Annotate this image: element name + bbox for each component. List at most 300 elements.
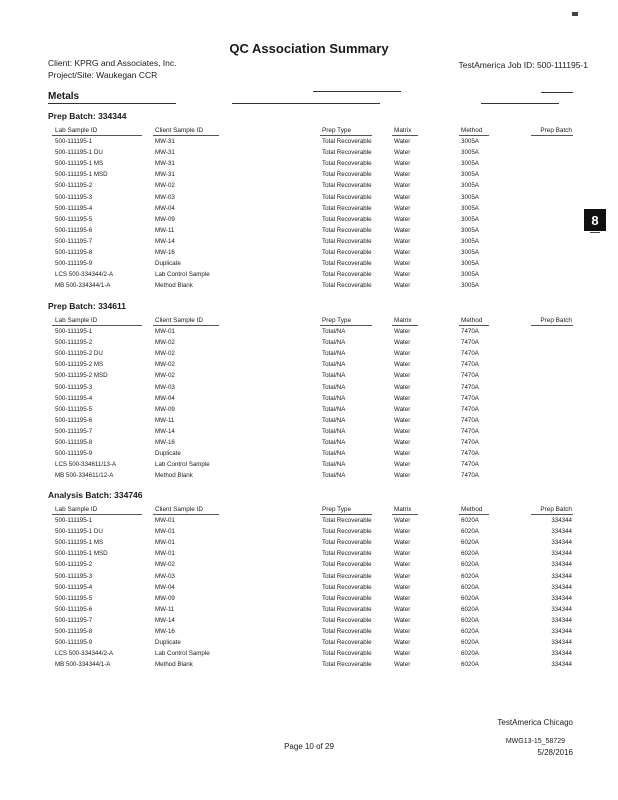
client-sample-id: Method Blank — [155, 472, 193, 480]
matrix: Water — [394, 594, 411, 602]
client-sample-id: MW-04 — [155, 583, 175, 591]
client-sample-id: Duplicate — [155, 639, 181, 647]
prep-type: Total Recoverable — [322, 650, 372, 658]
prep-batch: 334344 — [551, 550, 572, 558]
lab-sample-id: 500-111195-2 — [55, 561, 93, 569]
lab-sample-id: 500-111195-8 — [55, 249, 93, 256]
lab-sample-id: 500-111195-1 MSD — [55, 550, 108, 558]
matrix: Water — [394, 149, 411, 157]
matrix: Water — [394, 350, 411, 358]
lab-sample-id: MB 500-334344/1-A — [55, 282, 111, 290]
prep-type: Total/NA — [322, 394, 346, 402]
section-title: Metals — [48, 91, 80, 102]
column-header-prep-type: Prep Type — [322, 506, 352, 513]
client-sample-id: Lab Control Sample — [155, 650, 210, 658]
column-header-prep-type: Prep Type — [322, 127, 352, 134]
method: 7470A — [461, 405, 479, 413]
prep-type: Total Recoverable — [322, 616, 372, 624]
matrix: Water — [394, 405, 411, 413]
table-row — [0, 361, 618, 372]
matrix: Water — [394, 226, 411, 234]
prep-type: Total/NA — [322, 461, 346, 469]
client-name: Client: KPRG and Associates, Inc. — [48, 58, 177, 68]
lab-sample-id: 500-111195-4 — [55, 394, 93, 402]
footer-ref: MWG13-15_58729 — [505, 738, 565, 745]
method: 6020A — [461, 561, 479, 569]
lab-sample-id: 500-111195-6 — [55, 605, 93, 613]
method: 3005A — [461, 215, 479, 223]
corner-mark — [572, 12, 578, 16]
column-header-prep-type: Prep Type — [322, 317, 352, 324]
lab-sample-id: 500-111195-1 — [55, 517, 93, 524]
header-underline — [392, 325, 418, 326]
prep-type: Total Recoverable — [322, 517, 372, 524]
client-sample-id: MW-11 — [155, 605, 175, 613]
method: 3005A — [461, 237, 479, 245]
section-rule — [232, 103, 380, 104]
method: 3005A — [461, 260, 479, 268]
client-sample-id: MW-04 — [155, 394, 175, 402]
prep-type: Total Recoverable — [322, 572, 372, 580]
table-row — [0, 249, 618, 260]
column-header-matrix: Matrix — [394, 506, 412, 513]
method: 3005A — [461, 226, 479, 234]
client-sample-id: MW-02 — [155, 339, 175, 347]
column-header-method: Method — [461, 127, 483, 134]
table-row — [0, 628, 618, 639]
prep-batch: 334344 — [551, 616, 572, 624]
column-header-lab-sample-id: Lab Sample ID — [55, 127, 98, 134]
client-sample-id: MW-16 — [155, 628, 175, 635]
column-header-lab-sample-id: Lab Sample ID — [55, 317, 98, 324]
prep-type: Total/NA — [322, 361, 346, 369]
prep-type: Total Recoverable — [322, 539, 372, 547]
column-header-lab-sample-id: Lab Sample ID — [55, 506, 98, 513]
lab-sample-id: LCS 500-334611/13-A — [55, 461, 117, 469]
header-underline — [459, 325, 489, 326]
table-row — [0, 328, 618, 339]
prep-batch: 334344 — [551, 572, 572, 580]
client-sample-id: MW-01 — [155, 517, 175, 524]
table-row — [0, 461, 618, 472]
header-underline — [392, 514, 418, 515]
matrix: Water — [394, 427, 411, 435]
matrix: Water — [394, 339, 411, 347]
table-row — [0, 384, 618, 395]
lab-sample-id: 500-111195-5 — [55, 405, 93, 413]
lab-sample-id: 500-111195-1 — [55, 328, 93, 335]
prep-type: Total Recoverable — [322, 628, 372, 635]
client-sample-id: MW-01 — [155, 528, 175, 536]
table-row — [0, 584, 618, 595]
prep-type: Total Recoverable — [322, 260, 372, 268]
column-header-prep-batch: Prep Batch — [540, 317, 572, 324]
prep-batch: 334344 — [551, 517, 572, 524]
matrix: Water — [394, 138, 411, 145]
table-row — [0, 160, 618, 171]
prep-type: Total Recoverable — [322, 215, 372, 223]
matrix: Water — [394, 361, 411, 369]
prep-batch: 334344 — [551, 661, 572, 669]
matrix: Water — [394, 517, 411, 524]
table-row — [0, 417, 618, 428]
header-underline — [531, 514, 573, 515]
table-row — [0, 227, 618, 238]
column-header-client-sample-id: Client Sample ID — [155, 317, 203, 324]
prep-type: Total Recoverable — [322, 226, 372, 234]
section-rule — [541, 92, 573, 93]
job-id: TestAmerica Job ID: 500-111195-1 — [458, 60, 588, 70]
method: 6020A — [461, 661, 479, 669]
method: 7470A — [461, 339, 479, 347]
client-sample-id: Duplicate — [155, 260, 181, 268]
table-row — [0, 561, 618, 572]
prep-type: Total Recoverable — [322, 605, 372, 613]
client-sample-id: MW-02 — [155, 350, 175, 358]
method: 3005A — [461, 160, 479, 168]
column-header-row — [0, 317, 618, 328]
method: 7470A — [461, 461, 479, 469]
method: 6020A — [461, 583, 479, 591]
batch-title: Prep Batch: 334344 — [48, 111, 127, 121]
method: 7470A — [461, 383, 479, 391]
header-underline — [52, 325, 142, 326]
client-sample-id: MW-16 — [155, 439, 175, 446]
table-row — [0, 650, 618, 661]
header-underline — [392, 135, 418, 136]
table-row — [0, 194, 618, 205]
method: 7470A — [461, 372, 479, 380]
prep-type: Total/NA — [322, 472, 346, 480]
client-sample-id: MW-14 — [155, 427, 175, 435]
method: 6020A — [461, 572, 479, 580]
matrix: Water — [394, 572, 411, 580]
section-rule — [313, 91, 401, 92]
prep-batch: 334344 — [551, 528, 572, 536]
prep-type: Total/NA — [322, 416, 346, 424]
header-underline — [320, 325, 372, 326]
page-title: QC Association Summary — [229, 41, 389, 56]
table-row — [0, 138, 618, 149]
table-row — [0, 439, 618, 450]
prep-type: Total Recoverable — [322, 171, 372, 179]
prep-batch: 334344 — [551, 605, 572, 613]
lab-sample-id: 500-111195-2 — [55, 182, 93, 190]
lab-sample-id: 500-111195-7 — [55, 237, 93, 245]
matrix: Water — [394, 639, 411, 647]
matrix: Water — [394, 394, 411, 402]
matrix: Water — [394, 160, 411, 168]
table-row — [0, 216, 618, 227]
matrix: Water — [394, 616, 411, 624]
prep-type: Total/NA — [322, 339, 346, 347]
method: 3005A — [461, 271, 479, 279]
client-sample-id: MW-09 — [155, 215, 175, 223]
lab-sample-id: 500-111195-6 — [55, 226, 93, 234]
method: 3005A — [461, 204, 479, 212]
matrix: Water — [394, 204, 411, 212]
table-row — [0, 639, 618, 650]
lab-sample-id: 500-111195-5 — [55, 594, 93, 602]
lab-sample-id: 500-111195-8 — [55, 628, 93, 635]
matrix: Water — [394, 605, 411, 613]
matrix: Water — [394, 182, 411, 190]
client-sample-id: Method Blank — [155, 282, 193, 290]
method: 6020A — [461, 594, 479, 602]
method: 6020A — [461, 539, 479, 547]
page-number: Page 10 of 29 — [284, 742, 334, 751]
prep-type: Total Recoverable — [322, 237, 372, 245]
method: 6020A — [461, 550, 479, 558]
table-row — [0, 428, 618, 439]
table-row — [0, 528, 618, 539]
matrix: Water — [394, 416, 411, 424]
table-row — [0, 595, 618, 606]
table-row — [0, 395, 618, 406]
lab-sample-id: 500-111195-9 — [55, 639, 93, 647]
batch-title: Analysis Batch: 334746 — [48, 490, 143, 500]
lab-sample-id: MB 500-334611/12-A — [55, 472, 114, 480]
client-sample-id: MW-02 — [155, 361, 175, 369]
prep-type: Total/NA — [322, 350, 346, 358]
margin-mark — [590, 232, 600, 233]
prep-type: Total Recoverable — [322, 583, 372, 591]
column-header-client-sample-id: Client Sample ID — [155, 506, 203, 513]
table-row — [0, 617, 618, 628]
matrix: Water — [394, 260, 411, 268]
lab-sample-id: 500-111195-6 — [55, 416, 93, 424]
lab-sample-id: MB 500-334344/1-A — [55, 661, 111, 669]
section-rule — [48, 103, 176, 104]
client-sample-id: MW-02 — [155, 372, 175, 380]
method: 6020A — [461, 650, 479, 658]
lab-sample-id: 500-111195-1 MS — [55, 160, 104, 168]
client-sample-id: Lab Control Sample — [155, 461, 210, 469]
footer-company: TestAmerica Chicago — [497, 718, 573, 727]
client-sample-id: Method Blank — [155, 661, 193, 669]
header-underline — [153, 514, 219, 515]
client-sample-id: MW-01 — [155, 539, 175, 547]
client-sample-id: MW-03 — [155, 572, 175, 580]
table-row — [0, 661, 618, 672]
method: 6020A — [461, 528, 479, 536]
column-header-prep-batch: Prep Batch — [540, 127, 572, 134]
method: 7470A — [461, 328, 479, 335]
table-row — [0, 282, 618, 293]
prep-batch: 334344 — [551, 561, 572, 569]
client-sample-id: MW-14 — [155, 616, 175, 624]
client-sample-id: MW-14 — [155, 237, 175, 245]
matrix: Water — [394, 561, 411, 569]
matrix: Water — [394, 171, 411, 179]
client-sample-id: Duplicate — [155, 450, 181, 458]
matrix: Water — [394, 450, 411, 458]
method: 3005A — [461, 249, 479, 256]
matrix: Water — [394, 193, 411, 201]
lab-sample-id: 500-111195-1 DU — [55, 528, 103, 536]
client-sample-id: MW-09 — [155, 405, 175, 413]
lab-sample-id: 500-111195-3 — [55, 383, 93, 391]
lab-sample-id: 500-111195-7 — [55, 427, 93, 435]
client-sample-id: Lab Control Sample — [155, 271, 210, 279]
header-underline — [52, 135, 142, 136]
prep-batch: 334344 — [551, 639, 572, 647]
matrix: Water — [394, 583, 411, 591]
prep-type: Total Recoverable — [322, 528, 372, 536]
lab-sample-id: 500-111195-1 MSD — [55, 171, 108, 179]
prep-type: Total Recoverable — [322, 550, 372, 558]
lab-sample-id: 500-111195-4 — [55, 583, 93, 591]
matrix: Water — [394, 461, 411, 469]
table-row — [0, 149, 618, 160]
prep-type: Total Recoverable — [322, 138, 372, 145]
lab-sample-id: 500-111195-2 MSD — [55, 372, 108, 380]
prep-type: Total Recoverable — [322, 249, 372, 256]
prep-batch: 334344 — [551, 628, 572, 635]
client-sample-id: MW-31 — [155, 160, 175, 168]
prep-type: Total/NA — [322, 439, 346, 446]
project-site: Project/Site: Waukegan CCR — [48, 70, 158, 80]
matrix: Water — [394, 249, 411, 256]
method: 7470A — [461, 439, 479, 446]
prep-batch: 334344 — [551, 583, 572, 591]
prep-type: Total Recoverable — [322, 639, 372, 647]
table-row — [0, 372, 618, 383]
lab-sample-id: 500-111195-2 DU — [55, 350, 103, 358]
lab-sample-id: 500-111195-2 MS — [55, 361, 104, 369]
footer-date: 5/28/2016 — [537, 748, 573, 757]
table-row — [0, 472, 618, 483]
table-row — [0, 339, 618, 350]
matrix: Water — [394, 550, 411, 558]
table-row — [0, 406, 618, 417]
table-row — [0, 450, 618, 461]
header-underline — [52, 514, 142, 515]
section-rule — [481, 103, 559, 104]
batch-title: Prep Batch: 334611 — [48, 301, 126, 311]
matrix: Water — [394, 383, 411, 391]
client-sample-id: MW-11 — [155, 416, 175, 424]
prep-type: Total Recoverable — [322, 594, 372, 602]
prep-batch: 334344 — [551, 594, 572, 602]
method: 3005A — [461, 149, 479, 157]
prep-type: Total/NA — [322, 450, 346, 458]
column-header-row — [0, 506, 618, 517]
method: 6020A — [461, 605, 479, 613]
prep-type: Total Recoverable — [322, 271, 372, 279]
lab-sample-id: 500-111195-2 — [55, 339, 93, 347]
method: 7470A — [461, 427, 479, 435]
table-row — [0, 539, 618, 550]
table-row — [0, 350, 618, 361]
matrix: Water — [394, 328, 411, 335]
column-header-method: Method — [461, 317, 483, 324]
lab-sample-id: 500-111195-1 DU — [55, 149, 103, 157]
method: 7470A — [461, 350, 479, 358]
table-row — [0, 260, 618, 271]
column-header-client-sample-id: Client Sample ID — [155, 127, 203, 134]
header-underline — [153, 325, 219, 326]
method: 7470A — [461, 450, 479, 458]
header-underline — [459, 135, 489, 136]
method: 3005A — [461, 138, 479, 145]
table-row — [0, 606, 618, 617]
table-row — [0, 271, 618, 282]
table-row — [0, 550, 618, 561]
matrix: Water — [394, 271, 411, 279]
matrix: Water — [394, 539, 411, 547]
client-sample-id: MW-02 — [155, 182, 175, 190]
client-sample-id: MW-11 — [155, 226, 175, 234]
matrix: Water — [394, 215, 411, 223]
client-sample-id: MW-01 — [155, 328, 175, 335]
prep-type: Total/NA — [322, 328, 346, 335]
header-underline — [153, 135, 219, 136]
prep-type: Total/NA — [322, 405, 346, 413]
header-underline — [531, 135, 573, 136]
lab-sample-id: 500-111195-3 — [55, 572, 93, 580]
client-sample-id: MW-31 — [155, 138, 175, 145]
prep-type: Total Recoverable — [322, 149, 372, 157]
matrix: Water — [394, 372, 411, 380]
method: 6020A — [461, 639, 479, 647]
table-row — [0, 182, 618, 193]
matrix: Water — [394, 439, 411, 446]
method: 7470A — [461, 394, 479, 402]
prep-type: Total Recoverable — [322, 182, 372, 190]
section-tab: 8 — [584, 209, 606, 231]
column-header-matrix: Matrix — [394, 317, 412, 324]
prep-type: Total/NA — [322, 383, 346, 391]
client-sample-id: MW-02 — [155, 561, 175, 569]
prep-type: Total Recoverable — [322, 561, 372, 569]
lab-sample-id: LCS 500-334344/2-A — [55, 650, 114, 658]
lab-sample-id: 500-111195-9 — [55, 450, 93, 458]
table-row — [0, 171, 618, 182]
table-row — [0, 517, 618, 528]
prep-type: Total Recoverable — [322, 661, 372, 669]
lab-sample-id: 500-111195-7 — [55, 616, 93, 624]
prep-batch: 334344 — [551, 650, 572, 658]
lab-sample-id: 500-111195-8 — [55, 439, 93, 446]
header-underline — [459, 514, 489, 515]
table-row — [0, 238, 618, 249]
client-sample-id: MW-31 — [155, 149, 175, 157]
client-sample-id: MW-04 — [155, 204, 175, 212]
lab-sample-id: 500-111195-1 MS — [55, 539, 104, 547]
client-sample-id: MW-09 — [155, 594, 175, 602]
prep-type: Total Recoverable — [322, 160, 372, 168]
prep-type: Total/NA — [322, 427, 346, 435]
header-underline — [320, 514, 372, 515]
method: 7470A — [461, 472, 479, 480]
prep-type: Total Recoverable — [322, 282, 372, 290]
column-header-matrix: Matrix — [394, 127, 412, 134]
header-underline — [320, 135, 372, 136]
lab-sample-id: 500-111195-1 — [55, 138, 93, 145]
matrix: Water — [394, 628, 411, 635]
client-sample-id: MW-16 — [155, 249, 175, 256]
method: 6020A — [461, 616, 479, 624]
method: 7470A — [461, 361, 479, 369]
method: 3005A — [461, 171, 479, 179]
method: 6020A — [461, 517, 479, 524]
method: 7470A — [461, 416, 479, 424]
matrix: Water — [394, 661, 411, 669]
table-row — [0, 205, 618, 216]
method: 3005A — [461, 182, 479, 190]
lab-sample-id: LCS 500-334344/2-A — [55, 271, 114, 279]
